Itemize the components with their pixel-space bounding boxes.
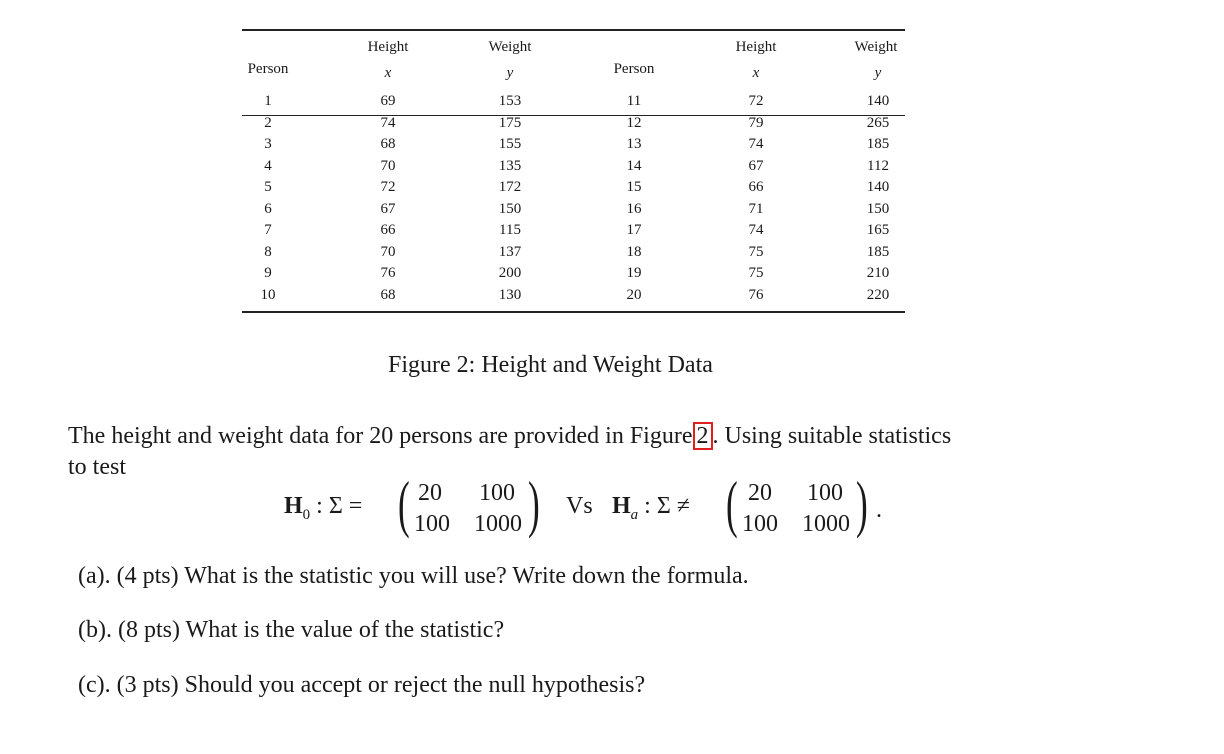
matrix1-a22: 1000 <box>474 511 522 537</box>
table-cell-left-person: 5 <box>264 179 272 195</box>
table-cell-left-person: 9 <box>264 265 272 281</box>
null-hypothesis-label <box>284 493 363 523</box>
table-cell-right-person: 13 <box>626 136 642 152</box>
table-cell-left-person: 10 <box>260 286 276 303</box>
right-paren-1: ) <box>528 468 540 539</box>
table-cell-left-height: 76 <box>380 265 396 281</box>
table-cell-right-person: 19 <box>626 265 642 281</box>
table-cell-right-height: 66 <box>748 179 764 195</box>
matrix1-a11: 20 <box>418 480 442 506</box>
header-height-right: Height <box>735 39 777 55</box>
table-cell-right-weight: 165 <box>866 222 890 238</box>
table-cell-right-person: 17 <box>626 222 642 238</box>
alt-hypothesis-label <box>612 493 690 523</box>
intro-text-before: The height and weight data for 20 persons are provided in Figure <box>68 423 693 449</box>
table-cell-right-weight: 265 <box>866 114 890 131</box>
intro-paragraph-line2: to test <box>68 454 126 480</box>
table-cell-right-weight: 140 <box>866 179 890 195</box>
table-cell-right-weight: 140 <box>866 93 890 109</box>
table-cell-right-weight: 220 <box>866 286 890 303</box>
ha-subscript: a <box>630 507 639 523</box>
question-a: (a). (4 pts) What is the statistic you will use? Write down the formula. <box>78 563 749 589</box>
header-x-left: x <box>384 65 392 81</box>
table-cell-right-height: 74 <box>748 222 764 238</box>
table-header-rule <box>242 115 905 116</box>
table-cell-right-height: 75 <box>748 265 764 281</box>
table-cell-left-person: 3 <box>264 136 272 152</box>
table-cell-right-person: 18 <box>626 243 642 260</box>
table-top-rule <box>242 29 905 31</box>
table-bottom-rule <box>242 311 905 313</box>
table-cell-right-height: 74 <box>748 136 764 152</box>
table-cell-left-height: 69 <box>380 93 396 109</box>
matrix2-a12: 100 <box>807 480 843 506</box>
table-cell-left-height: 67 <box>380 200 396 217</box>
table-cell-left-height: 70 <box>380 157 396 174</box>
table-cell-right-person: 16 <box>626 200 642 217</box>
table-cell-left-person: 4 <box>264 157 272 174</box>
table-cell-left-weight: 172 <box>498 179 522 195</box>
table-cell-left-weight: 130 <box>498 286 522 303</box>
header-y-right: y <box>874 65 882 81</box>
question-c: (c). (3 pts) Should you accept or reject the null hypothesis? <box>78 672 646 698</box>
table-cell-right-weight: 185 <box>866 243 890 260</box>
table-cell-left-weight: 150 <box>498 200 522 217</box>
table-cell-left-weight: 115 <box>499 222 521 238</box>
ha-relation: : Σ ≠ <box>638 493 690 519</box>
table-cell-right-person: 11 <box>626 93 642 109</box>
header-x-right: x <box>752 65 760 81</box>
header-weight-right: Weight <box>854 39 898 55</box>
table-cell-right-height: 72 <box>748 93 764 109</box>
table-cell-right-weight: 112 <box>867 157 889 174</box>
table-cell-left-height: 74 <box>380 114 396 131</box>
table-cell-right-height: 71 <box>748 200 764 217</box>
question-b: (b). (8 pts) What is the value of the statistic? <box>78 617 505 643</box>
table-cell-right-height: 75 <box>748 243 764 260</box>
table-cell-right-height: 76 <box>748 286 764 303</box>
matrix2-a11: 20 <box>748 480 772 506</box>
h0-relation: : Σ = <box>310 493 363 519</box>
matrix1-a12: 100 <box>479 480 515 506</box>
table-cell-right-weight: 185 <box>866 136 890 152</box>
header-person-right: Person <box>613 61 655 77</box>
table-cell-left-height: 70 <box>380 243 396 260</box>
table-cell-left-height: 72 <box>380 179 396 195</box>
table-cell-right-weight: 210 <box>866 265 890 281</box>
table-cell-right-weight: 150 <box>866 200 890 217</box>
table-cell-left-height: 68 <box>380 136 396 152</box>
h0-subscript: 0 <box>302 507 311 523</box>
table-cell-right-height: 67 <box>748 157 764 174</box>
table-cell-left-height: 66 <box>380 222 396 238</box>
left-paren-1: ( <box>398 468 410 539</box>
table-cell-right-person: 15 <box>626 179 642 195</box>
table-cell-left-weight: 153 <box>498 93 522 109</box>
figure-caption: Figure 2: Height and Weight Data <box>388 352 713 378</box>
figure-reference-link[interactable]: 2 <box>693 422 713 450</box>
ha-symbol: H <box>612 493 631 519</box>
table-cell-left-person: 8 <box>264 243 272 260</box>
header-y-left: y <box>506 65 514 81</box>
table-cell-right-height: 79 <box>748 114 764 131</box>
table-cell-left-weight: 137 <box>498 243 522 260</box>
formula-period: . <box>876 497 882 523</box>
header-weight-left: Weight <box>488 39 532 55</box>
table-cell-left-weight: 135 <box>498 157 522 174</box>
table-cell-right-person: 20 <box>626 286 642 303</box>
table-cell-left-person: 1 <box>264 93 272 109</box>
left-paren-2: ( <box>726 468 738 539</box>
table-cell-left-weight: 155 <box>498 136 522 152</box>
table-cell-right-person: 12 <box>626 114 642 131</box>
intro-text-after: . Using suitable statistics <box>712 423 952 449</box>
matrix2-a21: 100 <box>742 511 778 537</box>
table-cell-left-person: 2 <box>264 114 272 131</box>
table-cell-left-height: 68 <box>380 286 396 303</box>
table-cell-left-weight: 200 <box>498 265 522 281</box>
matrix2-a22: 1000 <box>802 511 850 537</box>
h0-symbol: H <box>284 493 303 519</box>
table-cell-left-weight: 175 <box>498 114 522 131</box>
intro-paragraph-line1 <box>68 422 951 450</box>
right-paren-2: ) <box>856 468 868 539</box>
header-person-left: Person <box>247 61 289 77</box>
header-height-left: Height <box>367 39 409 55</box>
table-cell-left-person: 6 <box>264 200 272 217</box>
table-cell-left-person: 7 <box>264 222 272 238</box>
matrix1-a21: 100 <box>414 511 450 537</box>
versus-label: Vs <box>566 493 593 519</box>
table-cell-right-person: 14 <box>626 157 642 174</box>
